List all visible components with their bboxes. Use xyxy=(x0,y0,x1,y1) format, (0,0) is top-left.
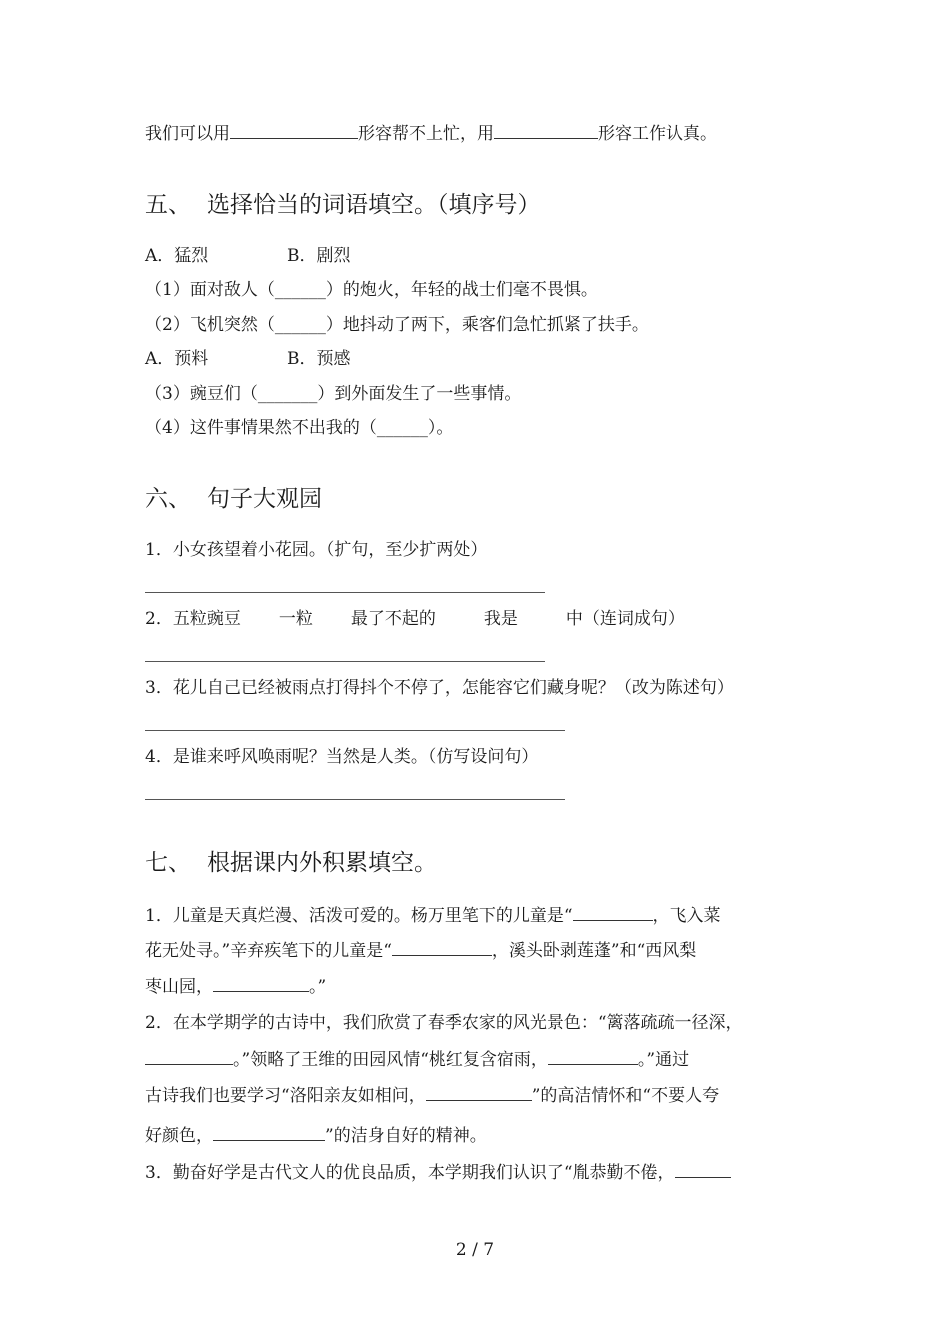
section5-heading: 五、 选择恰当的词语填空。（填序号） xyxy=(145,192,541,218)
section7-q3-line1: 3．勤奋好学是古代文人的优良品质，本学期我们认识了“胤恭勤不倦， xyxy=(145,1159,731,1185)
answer-blank[interactable]: ______ xyxy=(274,315,326,335)
section7-q2-line1: 2．在本学期学的古诗中，我们欣赏了春季农家的风光景色：“篱落疏疏一径深， xyxy=(145,1013,743,1033)
answer-line[interactable] xyxy=(145,730,565,731)
section7-q1-line1: 1．儿童是天真烂漫、活泼可爱的。杨万里笔下的儿童是“ ，飞入菜 xyxy=(145,902,721,928)
answer-blank[interactable] xyxy=(573,902,653,921)
section7-q1-line2: 花无处寻。”辛弃疾笔下的儿童是“ ，溪头卧剥莲蓬”和“西风梨 xyxy=(145,937,696,963)
section7-heading: 七、 根据课内外积累填空。 xyxy=(145,850,437,876)
section7-q2-line2: 。”领略了王维的田园风情“桃红复含宿雨， 。”通过 xyxy=(145,1046,689,1072)
answer-blank[interactable] xyxy=(213,1122,325,1141)
answer-blank[interactable] xyxy=(145,1046,233,1065)
section6-q4: 4．是谁来呼风唤雨呢？当然是人类。（仿写设问句） xyxy=(145,747,539,767)
section7-q2-line3: 古诗我们也要学习“洛阳亲友如相问， ”的高洁情怀和“不要人夸 xyxy=(145,1082,719,1108)
answer-blank[interactable] xyxy=(230,120,358,139)
answer-blank[interactable] xyxy=(213,973,309,992)
page-number: 2 / 7 xyxy=(455,1240,495,1260)
answer-blank[interactable] xyxy=(494,120,598,139)
answer-blank[interactable]: _______ xyxy=(257,384,318,404)
section6-q3: 3．花儿自己已经被雨点打得抖个不停了，怎能容它们藏身呢？（改为陈述句） xyxy=(145,678,734,698)
answer-blank[interactable] xyxy=(426,1082,532,1101)
section5-options-1: A．猛烈 B．剧烈 xyxy=(145,246,351,266)
answer-blank[interactable] xyxy=(548,1046,638,1065)
q4-tail-line: 我们可以用 形容帮不上忙，用 形容工作认真。 xyxy=(145,120,717,146)
section6-q1: 1．小女孩望着小花园。（扩句，至少扩两处） xyxy=(145,540,488,560)
answer-line[interactable] xyxy=(145,592,545,593)
section7-q2-line4: 好颜色， ”的洁身自好的精神。 xyxy=(145,1122,487,1148)
section6-heading: 六、 句子大观园 xyxy=(145,486,322,512)
section5-item-2: （2）飞机突然（______）地抖动了两下，乘客们急忙抓紧了扶手。 xyxy=(145,315,649,335)
answer-blank[interactable]: ______ xyxy=(376,418,428,438)
answer-line[interactable] xyxy=(145,661,545,662)
answer-line[interactable] xyxy=(145,799,565,800)
section5-item-4: （4）这件事情果然不出我的（______）。 xyxy=(145,418,454,438)
answer-blank[interactable] xyxy=(675,1159,731,1178)
section6-q2: 2．五粒豌豆 一粒 最了不起的 我是 中（连词成句） xyxy=(145,609,685,629)
section5-item-1: （1）面对敌人（______）的炮火，年轻的战士们毫不畏惧。 xyxy=(145,280,598,300)
section7-q1-line3: 枣山园， 。” xyxy=(145,973,326,999)
section5-item-3: （3）豌豆们（_______）到外面发生了一些事情。 xyxy=(145,384,522,404)
answer-blank[interactable]: ______ xyxy=(274,280,326,300)
section5-options-2: A．预料 B．预感 xyxy=(145,349,351,369)
answer-blank[interactable] xyxy=(392,937,492,956)
